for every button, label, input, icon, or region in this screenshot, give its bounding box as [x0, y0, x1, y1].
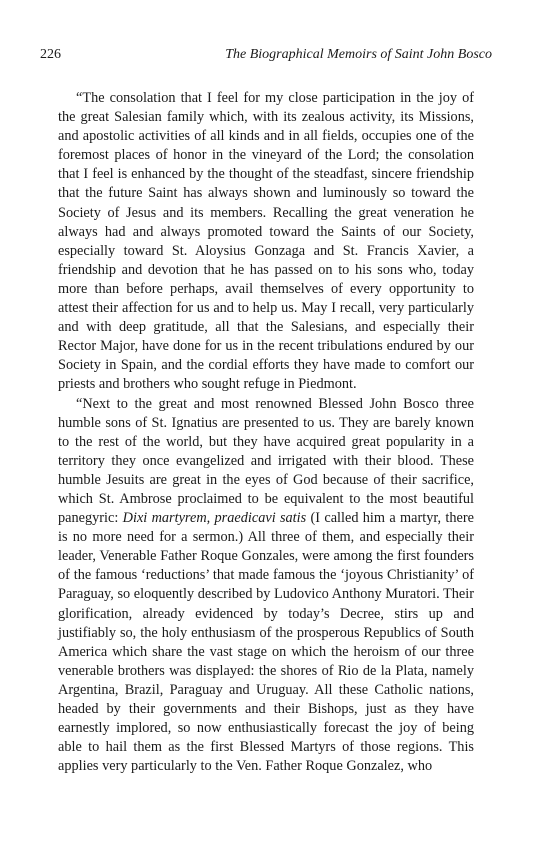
paragraph-2-text-before-italic: “Next to the great and most renowned Blessed John Bosco three humble sons of St. Ignatius are presented to us. They are barely known to the rest of the world, but they have acquired great popularity in a territory they once evangelized and irrigated with their blood. These humble Jesuits are great in the eyes of God because of their sacrifice, which St. Ambrose proclaimed to be equivalent to the most beautiful panegyric:	[58, 395, 474, 527]
paragraph-2	[58, 395, 474, 777]
running-title: The Biographical Memoirs of Saint John Bosco	[225, 47, 492, 62]
paragraph-2-text-after-italic: (I called him a martyr, there is no more need for a sermon.) All three of them, and especially their leader, Venerable Father Roque Gonzales, were among the first founders of the famous ‘reductions’ that made famous the ‘joyous Christianity’ of Paraguay, so eloquently described by Ludovico Anthony Muratori. Their glorification, already evidenced by today’s Decree, stirs up and justifiably so, the holy enthusiasm of the prosperous Republics of South America which share the vast stage on which the heroism of our three venerable brothers was displayed: the shores of Rio de la Plata, namely Argentina, Brazil, Paraguay and Uruguay. All these Catholic nations, headed by their governments and their Bishops, just as they have earnestly implored, so now enthusiastically forecast the joy of being able to hail them as the first Blessed Martyrs of those regions. This applies very particularly to the Ven. Father Roque Gonzalez, who	[58, 510, 474, 775]
page-header	[40, 47, 492, 67]
paragraph-1: “The consolation that I feel for my close participation in the joy of the great Salesian family which, with its zealous activity, its Missions, and apostolic activities of all kinds and in all fields, occupies one of the foremost places of honor in the vineyard of the Lord; the consolation that I feel is enhanced by the thought of the steadfast, sincere friendship that the future Saint has always shown and luminously so toward the Society of Jesus and its members. Recalling the great veneration he always had and always promoted toward the Saints of our Society, especially toward St. Aloysius Gonzaga and St. Francis Xavier, a friendship and devotion that he has passed on to his sons who, today more than before perhaps, avail themselves of every opportunity to attest their affection for us and to help us. May I recall, very particularly and with deep gratitude, all that the Salesians, and especially their Rector Major, have done for us in the recent tribulations endured by our Society in Spain, and the cordial efforts they have made to comfort our priests and brothers who sought refuge in Piedmont.	[58, 90, 474, 393]
latin-quote: Dixi martyrem, praedicavi satis	[122, 510, 307, 527]
body-text	[58, 89, 474, 776]
page-number: 226	[40, 47, 61, 62]
